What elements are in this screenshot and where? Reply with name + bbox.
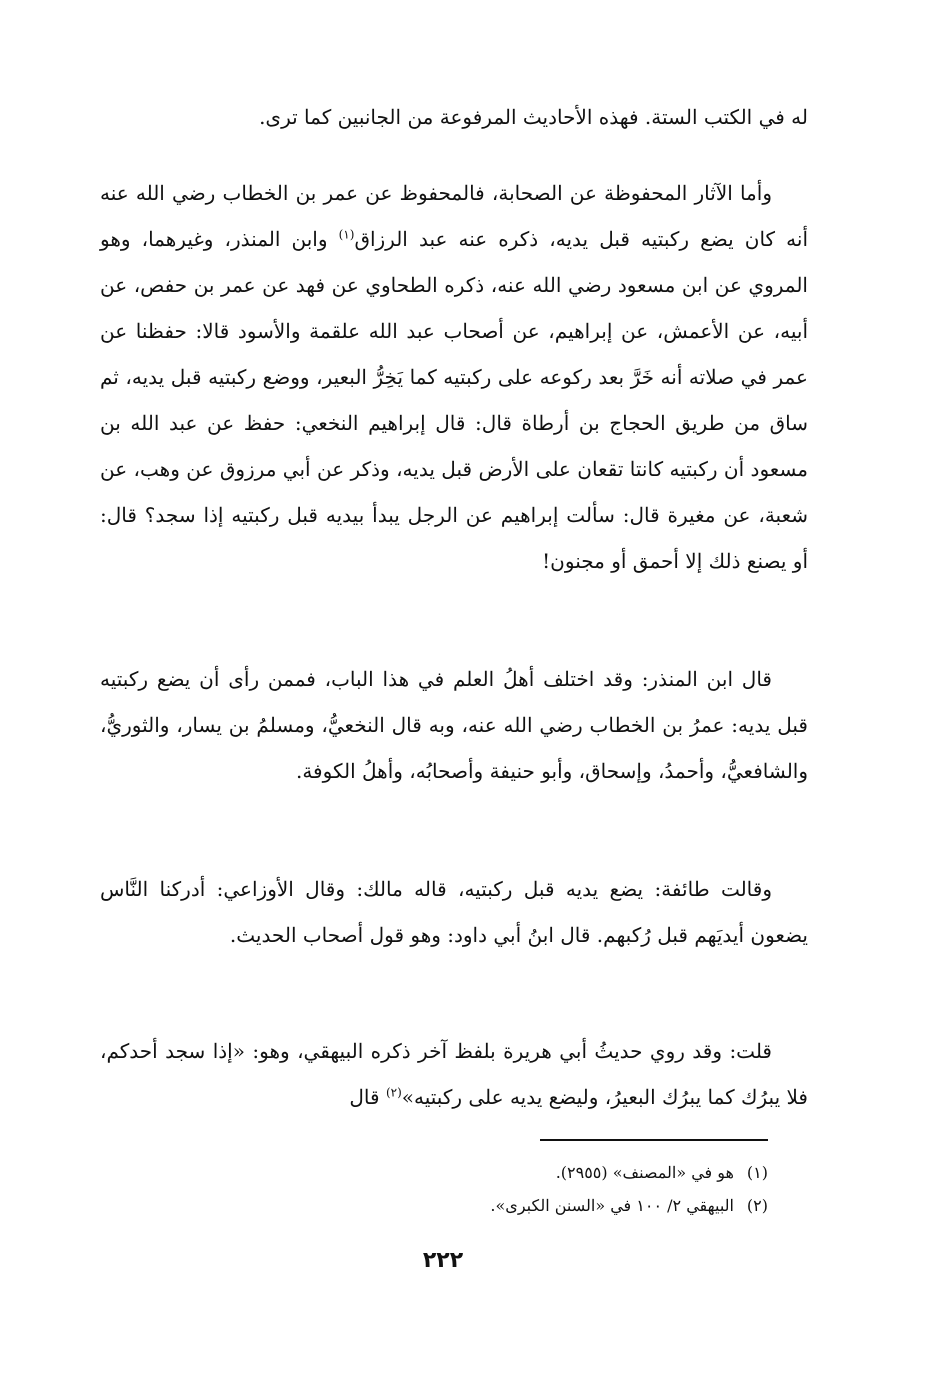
paragraph-text: قلت: وقد روي حديثُ أبي هريرة بلفظ آخر ذكره البيهقي، وهو: «إذا سجد أحدكم، فلا يبرُك كما يبرُك البعيرُ، وليضع يديه على ركبتيه» — [100, 1039, 808, 1109]
footnotes — [400, 1156, 768, 1222]
paragraph-text: وأما الآثار المحفوظة عن الصحابة، فالمحفوظ عن عمر بن الخطاب رضي الله عنه أنه كان يضع ركبتيه قبل يديه، ذكره عنه عبد الرزاق — [100, 181, 808, 251]
footnote-number: (٢) — [746, 1196, 768, 1215]
footnote-text: هو في «المصنف» (٢٩٥٥). — [555, 1163, 734, 1182]
footnote-ref-1[interactable]: (١) — [338, 227, 355, 242]
footnote-2 — [400, 1189, 768, 1222]
footnote-text: البيهقي ٢/ ١٠٠ في «السنن الكبرى». — [490, 1196, 734, 1215]
page-number: ٢٢٢ — [422, 1248, 464, 1273]
paragraph-continuation — [100, 94, 808, 140]
footnote-1 — [400, 1156, 768, 1189]
footnote-ref-2[interactable]: (٢) — [385, 1085, 402, 1100]
paragraph-text: وابن المنذر، وغيرهما، وهو المروي عن ابن مسعود رضي الله عنه، ذكره الطحاوي عن فهد عن عمر بن حفص، عن أبيه، عن الأعمش، عن إبراهيم، عن أصحاب عبد الله علقمة والأسود قالا: حفظنا عن عمر في صلاته أنه خَرَّ بعد ركوعه على ركبتيه كما يَخِرُّ البعير، ووضع ركبتيه قبل يديه، ثم ساق من طريق الحجاج بن أرطاة قال: قال إبراهيم النخعي: حفظ عن عبد الله بن مسعود أن ركبتيه كانتا تقعان على الأرض قبل يديه، وذكر عن أبي مرزوق عن وهب، عن شعبة، عن مغيرة قال: سألت إبراهيم عن الرجل يبدأ بيديه قبل ركبتيه إذا سجد؟ قال: أو يصنع ذلك إلا أحمق أو مجنون! — [100, 227, 808, 573]
paragraph-second-opinion — [100, 866, 808, 958]
paragraph-companions-narrations — [100, 170, 808, 584]
paragraph-text: قال — [349, 1085, 386, 1109]
footnote-number: (١) — [746, 1163, 768, 1182]
paragraph-text: له في الكتب الستة. فهذه الأحاديث المرفوعة من الجانبين كما ترى. — [259, 105, 808, 129]
footnote-divider — [540, 1139, 768, 1141]
paragraph-ibn-al-mundhir — [100, 656, 808, 794]
paragraph-author-comment — [100, 1028, 808, 1120]
paragraph-text: قال ابن المنذر: وقد اختلف أهلُ العلم في هذا الباب، فممن رأى أن يضع ركبتيه قبل يديه: عمرُ بن الخطاب رضي الله عنه، وبه قال النخعيُّ، ومسلمُ بن يسار، والثوريُّ، والشافعيُّ، وأحمدُ، وإسحاق، وأبو حنيفة وأصحابُه، وأهلُ الكوفة. — [100, 667, 808, 783]
paragraph-text: وقالت طائفة: يضع يديه قبل ركبتيه، قاله مالك: وقال الأوزاعي: أدركنا النَّاس يضعون أيديَهم قبل رُكبهم. قال ابنُ أبي داود: وهو قول أصحاب الحديث. — [100, 877, 808, 947]
